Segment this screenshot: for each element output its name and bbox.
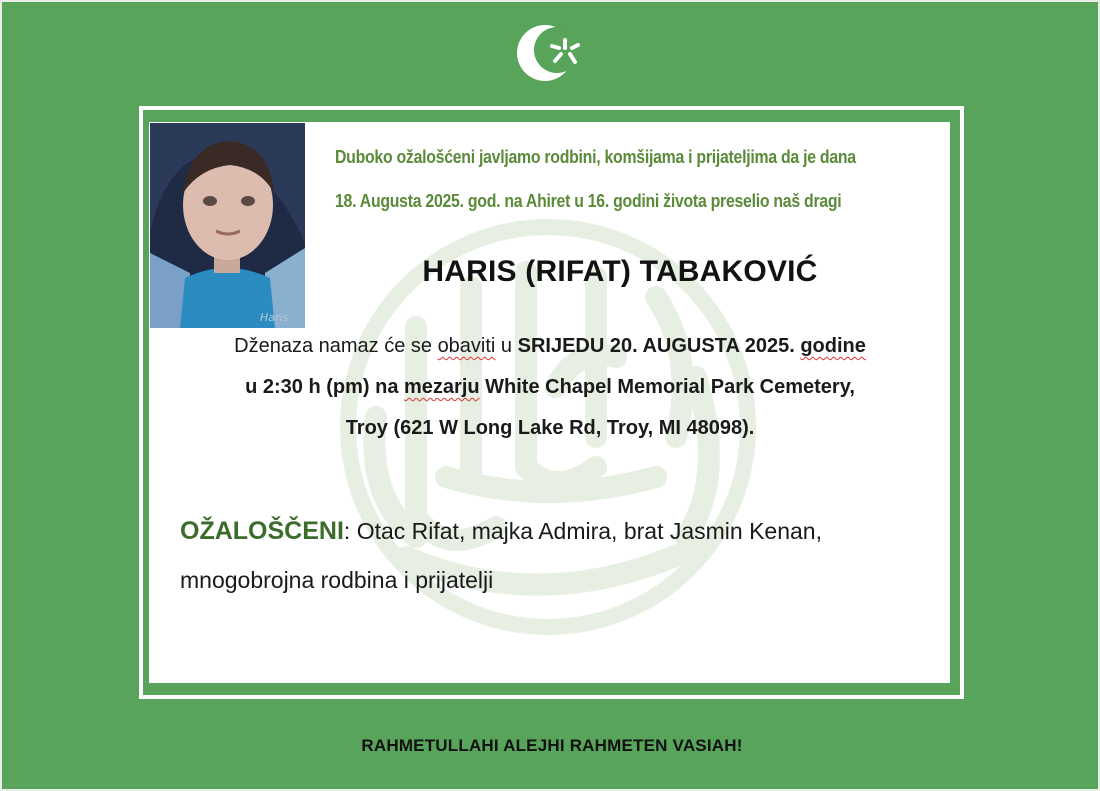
prayer-line-1: Dženaza namaz će se obaviti u SRIJEDU 20. AUGUSTA 2025. godine: [234, 335, 866, 357]
prayer-line-3: Troy (621 W Long Lake Rd, Troy, MI 48098).: [345, 417, 755, 439]
crescent-star-icon: [515, 21, 587, 85]
intro-line-2: 18. Augusta 2025. god. na Ahiret u 16. godini života preselio naš dragi: [335, 191, 842, 211]
photo-caption: Haris: [260, 311, 289, 324]
mourners-line-2: mnogobrojna rodbina i prijatelji: [180, 567, 494, 593]
deceased-name: HARIS (RIFAT) TABAKOVIĆ: [422, 255, 818, 288]
mourners-line-1: OŽALOŠČENI: Otac Rifat, majka Admira, brat Jasmin Kenan,: [180, 517, 822, 545]
intro-line-1: Duboko ožalošćeni javljamo rodbini, komšijama i prijateljima da je dana: [335, 147, 856, 167]
mourners-label: OŽALOŠČENI: [180, 517, 344, 545]
footer-prayer: RAHMETULLAHI ALEJHI RAHMETEN VASIAH!: [361, 736, 743, 755]
prayer-line-2: u 2:30 h (pm) na mezarju White Chapel Memorial Park Cemetery,: [245, 376, 855, 398]
deceased-photo: [150, 123, 305, 328]
